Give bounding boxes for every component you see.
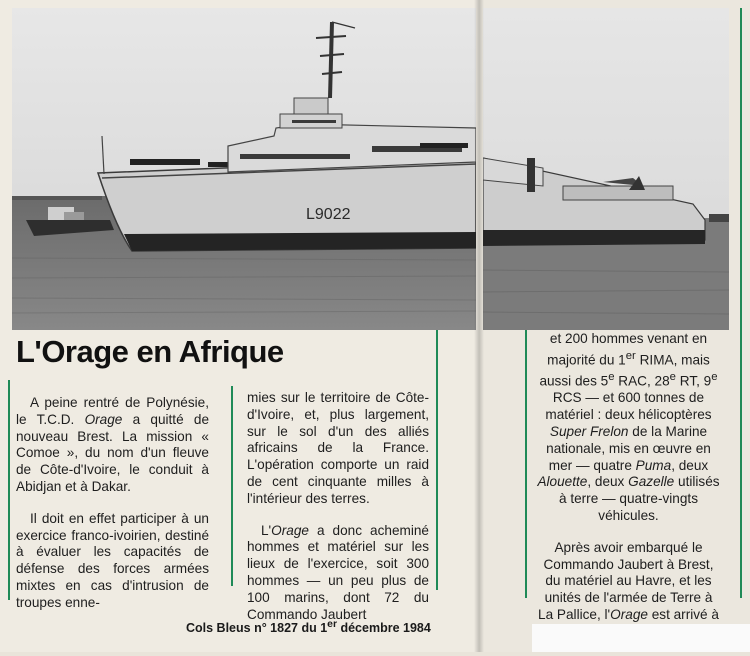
paragraph: Après avoir embarqué le Commando Jaubert à Brest, du matériel au Havre, et les unités de l'armée de Terre à La Pallice, l'Orage est arrivé à [538, 539, 719, 623]
hull-number-left: L9022 [306, 206, 351, 223]
paragraph: Il doit en effet participer à un exercice franco-ivoirien, destiné à évaluer les capacités de défense des forces armées mixtes en cas d'intrusion de troupes enne- [16, 510, 209, 610]
column-rule [436, 330, 438, 590]
column-rule [740, 8, 742, 598]
article-column-3 [537, 331, 720, 656]
article-title [16, 334, 284, 370]
issue-footer: Cols Bleus n° 1827 du 1er décembre 1984 [186, 619, 431, 636]
paragraph: mies sur le territoire de Côte-d'Ivoire, et, plus largement, sur le sol d'un des alliés africains de la France. L'opération comporte un raid de cent cinquante milles à l'intérieur des terres. [247, 390, 429, 506]
column-rule [231, 386, 233, 586]
title-suffix: en Afrique [128, 334, 284, 369]
paragraph: A peine rentré de Polynésie, le T.C.D. Orage a quitté de nouveau Brest. La mission « Comoe », du nom d'un fleuve de Côte-d'Ivoire, le conduit à Abidjan et à Dakar. [16, 395, 210, 494]
title-ship-name: Orage [41, 334, 129, 369]
paragraph: L'Orage a donc acheminé hommes et matériel sur les lieux de l'exercice, soit 300 hommes — un peu plus de 100 marins, dont 72 du Commando Jaubert [247, 522, 429, 622]
article-column-2 [247, 390, 429, 638]
column-rule [8, 380, 10, 600]
column-rule [525, 330, 527, 598]
scan-edge [532, 624, 750, 652]
ship-photo-left [12, 8, 476, 330]
article-column-1 [16, 395, 209, 627]
title-prefix: L' [16, 334, 42, 369]
ship-photo-left-drawing [12, 8, 476, 330]
ship-photo-right-drawing [483, 8, 729, 330]
page-gutter [474, 0, 484, 652]
ship-photo-right [483, 8, 729, 330]
paragraph: et 200 hommes venant en majorité du 1er RIMA, mais aussi des 5e RAC, 28e RT, 9e RCS — et 600 tonnes de matériel : deux hélicoptères Super Frelon de la Marine nationale, mis en œuvre en mer — quatre Puma, deux Alouette, deux Gazelle utilisés à terre — quatre-vingts véhicules. [537, 331, 720, 524]
